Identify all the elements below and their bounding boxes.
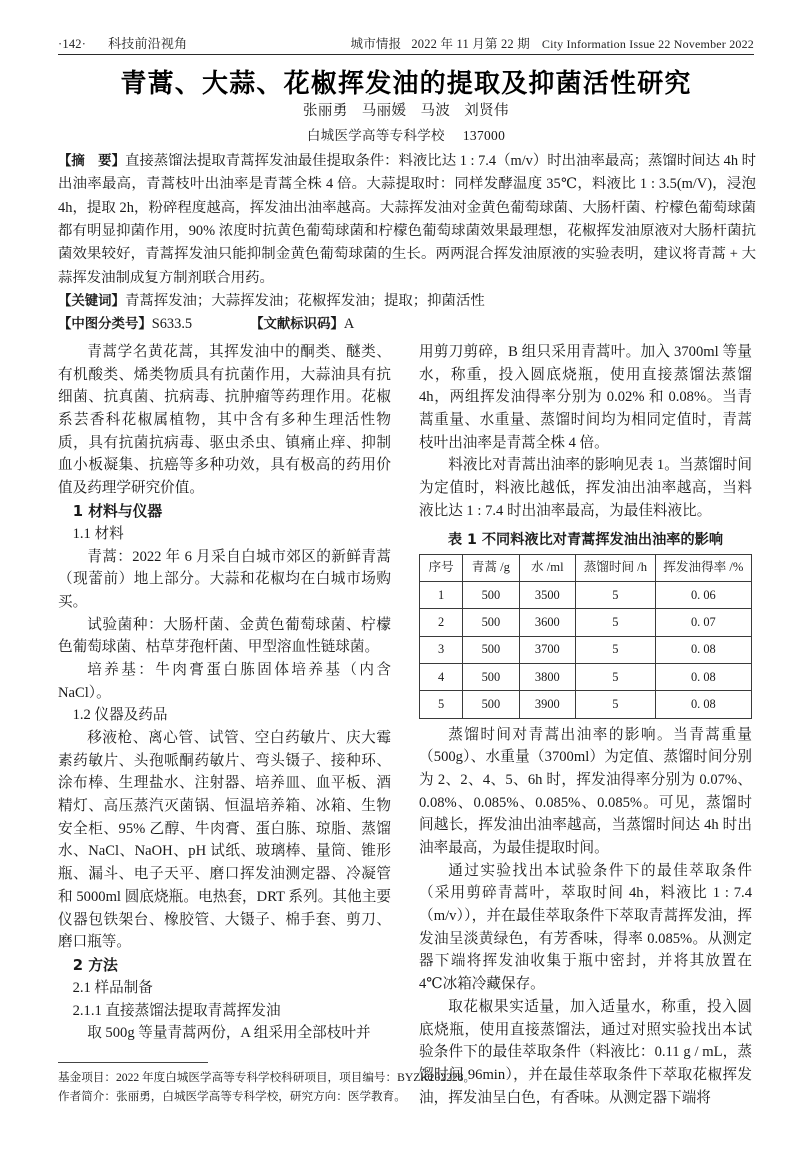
table-cell: 5 <box>576 636 656 663</box>
table-column-header: 挥发油得率 /% <box>655 554 751 582</box>
paragraph-instruments: 移液枪、离心管、试管、空白药敏片、庆大霉素药敏片、头孢哌酮药敏片、弯头镊子、接种环、涂布棒、生理盐水、注射器、培养皿、血平板、酒精灯、高压蒸汽灭菌锅、恒温培养箱、冰箱、生物安全柜、95% 乙醇、牛肉膏、蛋白胨、琼脂、蒸馏水、NaCl、NaOH、pH 试纸、玻璃棒、量筒、锥形瓶、漏斗、电子天平、磨口挥发油测定器、冷凝管和 5000ml 圆底烧瓶。电热套，DRT 系列。其他主要仪器包铁架台、橡胶管、大镊子、棉手套、剪刀、磨口瓶等。 <box>58 730 391 951</box>
paragraph-right-4: 通过实验找出本试验条件下的最佳萃取条件（采用剪碎青蒿叶，萃取时间 4h，料液比 1 : 7.4（m/v）），并在最佳萃取条件下萃取青蒿挥发油，挥发油呈淡黄绿色，有芳香味，得率 0.085%。从测定器下端将挥发油收集于瓶中密封，并将其放置在 4℃冰箱冷藏保存。 <box>419 862 752 993</box>
page-folio: ·142· <box>58 37 87 51</box>
table-cell: 0. 08 <box>655 636 751 663</box>
heading-1-1-materials: 1.1 材料 <box>72 525 124 542</box>
section-column-name: 科技前沿视角 <box>108 36 188 51</box>
body-column-left <box>58 341 391 1045</box>
header-divider <box>58 54 754 55</box>
table-cell: 0. 08 <box>655 691 751 718</box>
author-list <box>58 99 754 120</box>
paragraph-culture-medium: 培养基：牛肉膏蛋白胨固体培养基（内含 NaCl）。 <box>58 661 391 701</box>
journal-info-en: City Information Issue 22 November 2022 <box>541 37 754 51</box>
footnote-divider <box>58 1062 208 1063</box>
footnote-block <box>58 1069 754 1107</box>
journal-info <box>351 34 754 52</box>
paragraph-test-strains: 试验菌种：大肠杆菌、金黄色葡萄球菌、柠檬色葡萄球菌、枯草芽孢杆菌、甲型溶血性链球菌。 <box>58 616 391 656</box>
table-cell: 3 <box>420 636 463 663</box>
abstract-text: 直接蒸馏法提取青蒿挥发油最佳提取条件：料液比达 1 : 7.4（m/v）时出油率最高；蒸馏时间达 4h 时出油率最高，青蒿枝叶出油率是青蒿全株 4 倍。大蒜提取时：同样发酵温度 35℃，料液比 1 : 3.5(m/V)，浸泡 4h，提取 2h，粉碎程度越高，挥发油出油率越高。大蒜挥发油对金黄色葡萄球菌、大肠杆菌、柠檬色葡萄球菌都有明显抑菌作用，90% 浓度时抗黄色葡萄球菌和柠檬色葡萄球菌效果最理想，花椒挥发油原液对大肠杆菌抗菌效果较好，青蒿挥发油只能抑制金黄色葡萄球菌的生长。两两混合挥发油原液的实验表明，建议将青蒿 + 大蒜挥发油制成复方制剂联合用药。 <box>58 153 757 286</box>
clc-label: 【中图分类号】 <box>58 317 152 333</box>
running-head <box>58 33 754 52</box>
author-name: 马波 <box>420 103 451 119</box>
table-column-header: 水 /ml <box>519 554 575 582</box>
table-cell: 500 <box>463 636 519 663</box>
abstract-label: 【摘 要】 <box>58 154 125 169</box>
table-cell: 5 <box>420 691 463 718</box>
abstract-block <box>58 150 756 337</box>
classification-paragraph <box>58 313 756 336</box>
paragraph-right-1: 用剪刀剪碎，B 组只采用青蒿叶。加入 3700ml 等量水，称重，投入圆底烧瓶，使用直接蒸馏法蒸馏 4h，两组挥发油得率分别为 0.02% 和 0.08%。当青蒿重量、水重量、蒸馏时间均为相同定值时，青蒿枝叶出油率是青蒿全株 4 倍。 <box>419 344 752 451</box>
heading-1-materials: 1 材料与仪器 <box>72 502 163 520</box>
paragraph-intro: 青蒿学名黄花蒿，其挥发油中的酮类、醚类、有机酸类、烯类物质具有抗菌作用，大蒜油具有抗细菌、抗真菌、抗病毒、抗肿瘤等药理作用。花椒系芸香科花椒属植物，其中含有多种生理活性物质，具有抗菌抗病毒、驱虫杀虫、镇痛止痒、抑制血小板凝集、抗癌等多种功效，具有极高的药用价值及药理学研究价值。 <box>58 344 391 497</box>
heading-2-1-sample-prep: 2.1 样品制备 <box>72 979 153 996</box>
table-cell: 500 <box>463 664 519 691</box>
paragraph-qinghao-source: 青蒿：2022 年 6 月采自白城市郊区的新鲜青蒿（现蕾前）地上部分。大蒜和花椒均在白城市场购买。 <box>58 548 391 610</box>
keywords-paragraph <box>58 290 756 313</box>
table-cell: 0. 07 <box>655 609 751 636</box>
paragraph-right-5: 取花椒果实适量，加入适量水，称重，投入圆底烧瓶，使用直接蒸馏法，通过对照实验找出本试验条件下的最佳萃取条件（料液比：0.11 g / mL，蒸馏时间 96min），并在最佳萃取条件下萃取花椒挥发油，挥发油呈白色，有香味。从测定器下端将 <box>419 998 752 1106</box>
keywords-text: 青蒿挥发油；大蒜挥发油；花椒挥发油；提取；抑菌活性 <box>124 292 485 309</box>
table-row <box>420 609 752 636</box>
table-column-header: 蒸馏时间 /h <box>576 554 656 582</box>
affiliation-name: 白城医学高等专科学校 <box>306 128 445 143</box>
body-column-right <box>419 341 752 1109</box>
table-cell: 5 <box>576 691 656 718</box>
table-cell: 5 <box>576 664 656 691</box>
table-cell: 500 <box>463 582 519 609</box>
table-cell: 500 <box>463 609 519 636</box>
table-cell: 0. 06 <box>655 582 751 609</box>
paragraph-left-tail: 取 500g 等量青蒿两份，A 组采用全部枝叶并 <box>87 1025 371 1042</box>
table-cell: 5 <box>576 582 656 609</box>
table-cell: 3800 <box>519 664 575 691</box>
doc-code-label: 【文献标识码】 <box>250 317 344 333</box>
table-cell: 3500 <box>519 582 575 609</box>
table-column-header: 青蒿 /g <box>463 554 519 582</box>
clc-value: S633.5 <box>151 316 193 333</box>
heading-2-1-1-distillation: 2.1.1 直接蒸馏法提取青蒿挥发油 <box>72 1002 281 1019</box>
footnote-author-bio: 作者简介：张丽勇，白城医学高等专科学校，研究方向：医学教育。 <box>58 1089 406 1103</box>
journal-issue-cn: 2022 年 11 月第 22 期 <box>411 37 530 51</box>
table-header-row <box>420 554 752 582</box>
table-cell: 3700 <box>519 636 575 663</box>
table-cell: 5 <box>576 609 656 636</box>
heading-1-2-instruments: 1.2 仪器及药品 <box>72 707 168 724</box>
table-row <box>420 691 752 718</box>
footnote-fund: 基金项目：2022 年度白城医学高等专科学校科研项目，项目编号：BYZK202228。 <box>58 1071 476 1084</box>
keywords-label: 【关键词】 <box>58 293 125 309</box>
author-name: 马丽媛 <box>361 103 407 119</box>
table-cell: 1 <box>420 582 463 609</box>
table-row <box>420 582 752 609</box>
table1-caption: 表 1 不同料液比对青蒿挥发油出油率的影响 <box>447 531 724 548</box>
table-cell: 3900 <box>519 691 575 718</box>
table1 <box>419 554 752 719</box>
author-name: 刘贤伟 <box>464 103 509 119</box>
heading-2-methods: 2 方法 <box>72 956 118 974</box>
doc-code-value: A <box>343 316 355 333</box>
journal-name-cn: 城市情报 <box>350 37 402 51</box>
table-row <box>420 664 752 691</box>
table-cell: 2 <box>420 609 463 636</box>
table-cell: 3600 <box>519 609 575 636</box>
author-affiliation <box>58 124 754 144</box>
table-column-header: 序号 <box>420 554 463 582</box>
affiliation-zip: 137000 <box>462 128 506 143</box>
abstract-paragraph <box>58 150 756 290</box>
table-cell: 0. 08 <box>655 664 751 691</box>
paragraph-right-2: 料液比对青蒿出油率的影响见表 1。当蒸馏时间为定值时，料液比越低，挥发油出油率越高，当料液比达 1 : 7.4 时出油率最高，为最佳料液比。 <box>419 457 752 519</box>
table-cell: 500 <box>463 691 519 718</box>
article-title: 青蒿、大蒜、花椒挥发油的提取及抑菌活性研究 <box>120 69 692 99</box>
author-name: 张丽勇 <box>303 103 348 119</box>
table-cell: 4 <box>420 664 463 691</box>
table-row <box>420 636 752 663</box>
paragraph-right-3: 蒸馏时间对青蒿出油率的影响。当青蒿重量（500g）、水重量（3700ml）为定值、蒸馏时间分别为 2、2、4、5、6h 时，挥发油得率分别为 0.07%、0.08%、0.085%、0.085%、0.085%。可见，蒸馏时间越长，挥发油出油率越高，当蒸馏时间达 4h 时出油率最高，为最佳提取时间。 <box>419 726 752 856</box>
